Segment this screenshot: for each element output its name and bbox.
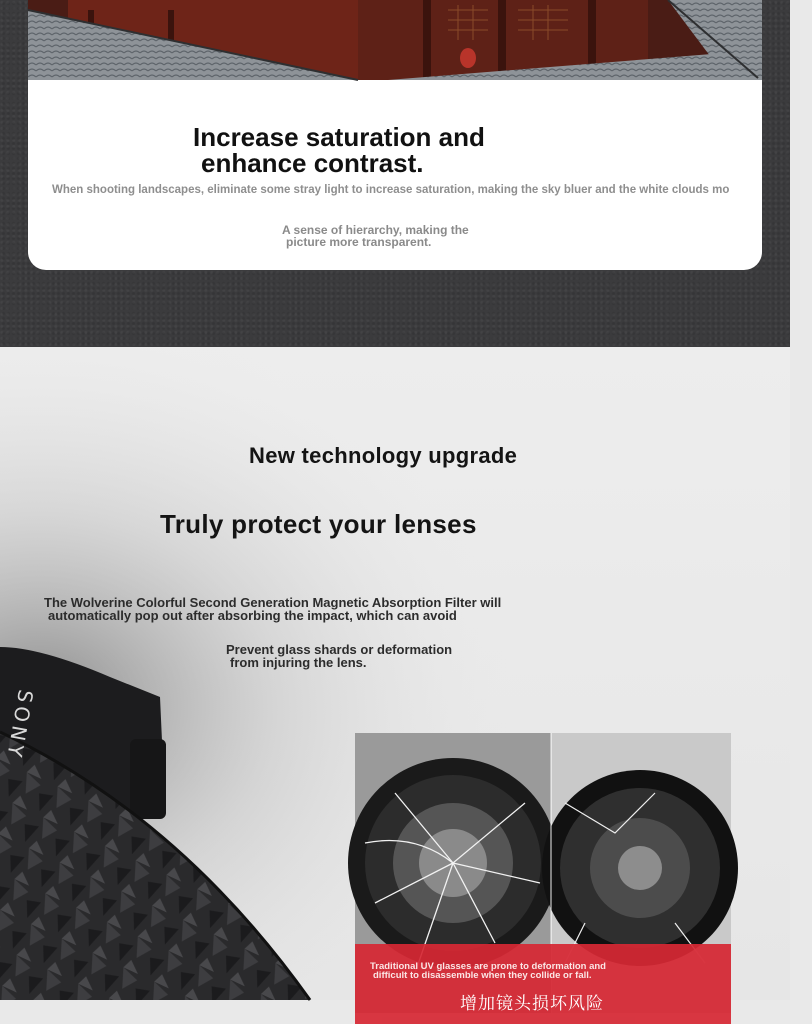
warning-caption-line1: Traditional UV glasses are prone to deformation and <box>370 961 606 972</box>
cracked-lens-comparison <box>355 733 731 1013</box>
section-description <box>44 596 604 622</box>
warning-caption <box>370 962 670 980</box>
section-subtitle: Truly protect your lenses <box>160 509 477 539</box>
temple-roof-photo <box>28 0 762 80</box>
section-description-2-line1: Prevent glass shards or deformation <box>226 642 453 657</box>
warning-caption-cn: 增加镜头损坏风险 <box>460 994 604 1014</box>
section-description-2 <box>226 643 526 669</box>
warning-caption-line2: difficult to disassemble when they collide or fall. <box>373 970 592 981</box>
feature-subtext-line1: A sense of hierarchy, making the <box>282 223 469 237</box>
feature-heading-line1: Increase saturation and <box>193 122 485 152</box>
saturation-section <box>0 0 790 347</box>
feature-subtext <box>282 224 542 248</box>
section-description-line2: automatically pop out after absorbing the impact, which can avoid <box>48 608 457 623</box>
protection-section <box>0 347 790 1014</box>
section-description-2-line2: from injuring the lens. <box>230 655 367 670</box>
feature-heading <box>193 124 613 176</box>
section-title: New technology upgrade <box>249 443 518 468</box>
camera-brand-label: SONY <box>1 687 39 763</box>
feature-heading-line2: enhance contrast. <box>201 148 424 178</box>
feature-card <box>28 0 762 270</box>
feature-subtext-line2: picture more transparent. <box>286 235 432 249</box>
warning-caption-box <box>355 944 731 1024</box>
feature-description: When shooting landscapes, eliminate some stray light to increase saturation, making the sky bluer and the white clouds mo <box>52 184 730 196</box>
section-description-line1: The Wolverine Colorful Second Generation Magnetic Absorption Filter will <box>44 595 502 610</box>
